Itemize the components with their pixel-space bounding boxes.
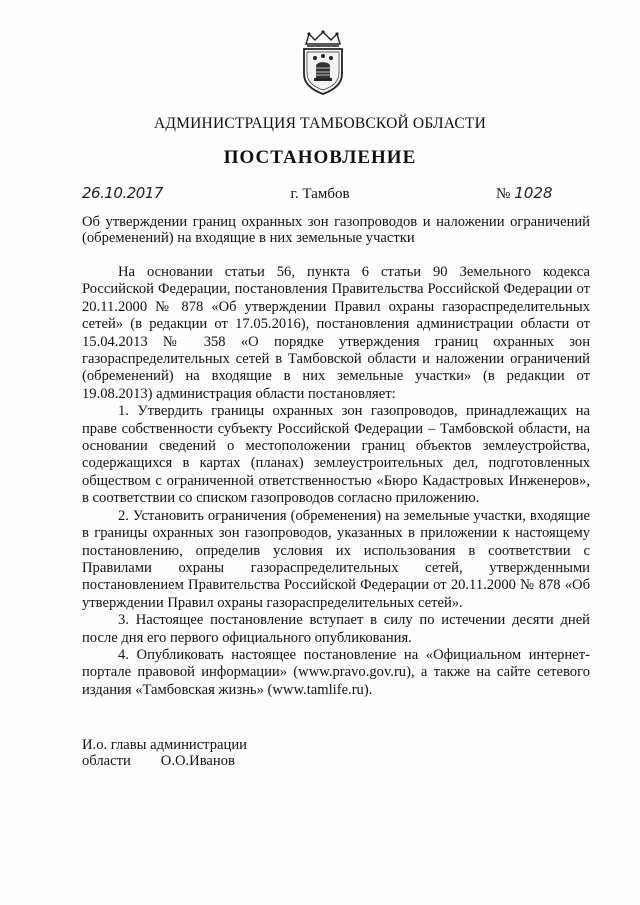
handwritten-number: 1028	[514, 184, 553, 202]
document-body	[82, 264, 590, 699]
signatory-name: О.О.Иванов	[160, 753, 235, 769]
tambov-coat-of-arms-icon	[298, 30, 348, 96]
signatory-position-cont: области	[82, 753, 131, 769]
signature-block	[82, 737, 247, 769]
preamble-paragraph: На основании статьи 56, пункта 6 статьи 90 Земельного кодекса Российской Федерации, постановления Правительства Российской Федерации от 20.11.2000 № 878 «Об утверждении Правил охраны газораспределительных сетей» (в редакции от 17.05.2016), постановления администрации области от 15.04.2013 № 358 «О порядке утверждения границ охранных зон газораспределительных сетей в Тамбовской области и наложении ограничений (обременений) на входящие в них земельные участки» (в редакции от 19.08.2013) администрация области постановляет:	[82, 264, 590, 402]
document-title: ПОСТАНОВЛЕНИЕ	[223, 147, 417, 168]
clause-paragraph: 4. Опубликовать настоящее постановление на «Официальном интернет-портале правовой информации» (www.pravo.gov.ru), а также на сайте сетевого издания «Тамбовская жизнь» (www.tamlife.ru).	[82, 646, 590, 698]
organization-name: АДМИНИСТРАЦИЯ ТАМБОВСКОЙ ОБЛАСТИ	[154, 115, 486, 132]
signatory-position: И.о. главы администрации	[82, 737, 247, 753]
handwritten-date: 26.10.2017	[82, 184, 163, 202]
document-subject: Об утверждении границ охранных зон газопроводов и наложении ограничений (обременений) на входящие в них земельные участки	[82, 214, 590, 246]
clause-paragraph: 3. Настоящее постановление вступает в силу по истечении десяти дней после дня его первого официального опубликования.	[82, 612, 590, 646]
number-label: №	[496, 186, 511, 202]
document-number	[496, 184, 553, 203]
city: г. Тамбов	[290, 186, 350, 202]
clause-paragraph: 1. Утвердить границы охранных зон газопроводов, принадлежащих на праве собственности субъекту Российской Федерации – Тамбовской области, на основании сведений о местоположении границ объектов землеустройства, содержащихся в картах (планах) землеустроительных дел, подготовленных обществом с ограниченной ответственностью «Бюро Кадастровых Инженеров», в соответствии со списком газопроводов согласно приложению.	[82, 403, 590, 507]
clause-paragraph: 2. Установить ограничения (обременения) на земельные участки, входящие в границы охранных зон газопроводов, указанных в приложении к настоящему постановлению, определив условия их использования в соответствии с Правилами охраны газораспределительных сетей, утвержденными постановлением Правительства Российской Федерации от 20.11.2000 № 878 «Об утверждении Правил охраны газораспределительных сетей».	[82, 507, 590, 611]
